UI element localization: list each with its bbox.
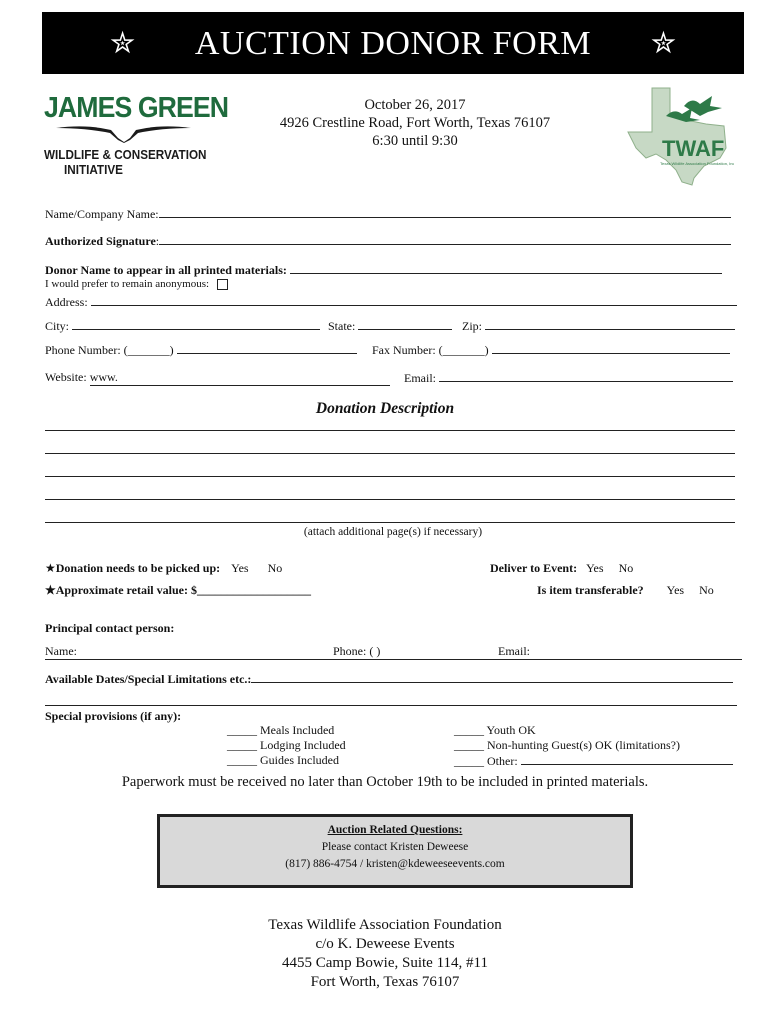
email-field[interactable] <box>404 370 733 386</box>
pickup-yes[interactable]: Yes <box>231 561 249 575</box>
transferable-row <box>537 583 714 598</box>
donor-name-field[interactable] <box>45 262 722 278</box>
deliver-label: Deliver to Event: <box>490 561 578 575</box>
fax-field[interactable] <box>372 342 730 358</box>
title-banner <box>42 12 744 74</box>
star-icon: ★ <box>45 561 56 575</box>
longhorn-icon <box>56 122 191 144</box>
twaf-logo <box>626 86 734 186</box>
website-line[interactable] <box>90 370 390 386</box>
description-line-2[interactable] <box>45 453 735 454</box>
texas-map-icon <box>626 86 734 186</box>
provision-lodging[interactable]: _____ Lodging Included <box>227 738 346 752</box>
event-address: 4926 Crestline Road, Fort Worth, Texas 76107 <box>279 115 551 131</box>
deadline-notice: Paperwork must be received no later than October 19th to be included in printed materials. <box>121 774 649 790</box>
footer-city: Fort Worth, Texas 76107 <box>310 974 460 990</box>
deliver-yes[interactable]: Yes <box>586 561 604 575</box>
signature-line[interactable] <box>159 233 731 245</box>
questions-title: Auction Related Questions: <box>327 824 463 836</box>
logo-name: JAMES GREEN <box>44 92 229 124</box>
zip-label: Zip: <box>462 319 482 333</box>
address-field[interactable] <box>45 294 737 310</box>
donor-name-line[interactable] <box>290 262 722 274</box>
provision-other[interactable] <box>454 753 733 769</box>
form-title: AUCTION DONOR FORM <box>194 25 592 62</box>
anonymous-checkbox[interactable] <box>217 279 228 290</box>
james-green-logo <box>44 92 229 182</box>
website-label: Website: <box>45 370 87 384</box>
email-label: Email: <box>404 371 436 385</box>
description-line-1[interactable] <box>45 430 735 431</box>
deliver-no[interactable]: No <box>618 561 634 575</box>
questions-contact: Please contact Kristen Deweese <box>321 841 469 853</box>
provision-youth[interactable]: _____ Youth OK <box>454 723 536 737</box>
zip-line[interactable] <box>485 318 735 330</box>
provision-non-hunting[interactable]: _____ Non-hunting Guest(s) OK (limitations?) <box>454 738 680 752</box>
footer-street: 4455 Camp Bowie, Suite 114, #11 <box>282 955 488 971</box>
email-line[interactable] <box>439 370 733 382</box>
twaf-text: TWAF <box>662 136 725 161</box>
state-label: State: <box>328 319 356 333</box>
provisions-label: Special provisions (if any): <box>45 709 182 723</box>
transferable-label: Is item transferable? <box>537 583 644 597</box>
transferable-yes[interactable]: Yes <box>666 583 685 597</box>
deliver-row <box>490 561 633 576</box>
questions-details[interactable]: (817) 886-4754 / kristen@kdeweeseevents.com <box>285 858 505 870</box>
contact-title: Principal contact person: <box>45 621 175 635</box>
description-line-4[interactable] <box>45 499 735 500</box>
provisions-left <box>227 723 346 768</box>
contact-phone-label[interactable]: Phone: ( ) <box>333 644 381 658</box>
star-icon-left: ✮ <box>110 27 136 60</box>
contact-name-label[interactable]: Name: <box>45 644 77 658</box>
logo-subtitle-2: INITIATIVE <box>64 162 123 177</box>
contact-email-label[interactable]: Email: <box>498 644 530 658</box>
name-company-label: Name/Company Name: <box>45 207 159 221</box>
event-info <box>230 96 600 150</box>
provisions-right <box>454 723 733 769</box>
contact-line <box>45 659 742 660</box>
limitations-field[interactable] <box>45 671 733 687</box>
twaf-small: Texas Wildlife Association Foundation, Inc. <box>660 161 734 166</box>
limitations-line[interactable] <box>251 671 733 683</box>
event-time: 6:30 until 9:30 <box>372 133 458 149</box>
state-line[interactable] <box>358 318 452 330</box>
pickup-row <box>45 561 282 576</box>
description-line-3[interactable] <box>45 476 735 477</box>
address-label: Address: <box>45 295 88 309</box>
retail-value-blank[interactable]: ___________________ <box>196 583 311 597</box>
state-field[interactable] <box>328 318 452 334</box>
limitations-line-2[interactable] <box>45 705 737 706</box>
provision-other-line[interactable] <box>521 753 733 765</box>
footer-care-of: c/o K. Deweese Events <box>315 936 455 952</box>
star-icon-right: ✮ <box>650 27 676 60</box>
city-label: City: <box>45 319 70 333</box>
website-field[interactable] <box>45 370 390 386</box>
provision-guides[interactable]: _____ Guides Included <box>227 753 339 767</box>
provision-other-label: _____ Other: <box>454 754 521 768</box>
signature-colon: : <box>155 234 160 248</box>
questions-box <box>157 814 633 888</box>
anonymous-row <box>45 278 228 290</box>
pickup-label: Donation needs to be picked up: <box>55 561 221 575</box>
limitations-label: Available Dates/Special Limitations etc.: <box>45 672 252 686</box>
phone-label: Phone Number: (_______) <box>45 343 174 357</box>
city-line[interactable] <box>72 318 320 330</box>
description-line-5[interactable] <box>45 522 735 523</box>
fax-label: Fax Number: (_______) <box>372 343 489 357</box>
signature-field[interactable] <box>45 233 731 249</box>
star-icon: ★ <box>45 583 56 597</box>
name-company-line[interactable] <box>159 206 731 218</box>
logo-subtitle-1: WILDLIFE & CONSERVATION <box>44 147 207 162</box>
website-prefix: www. <box>89 370 118 384</box>
mailing-address <box>0 916 770 992</box>
anonymous-label: I would prefer to remain anonymous: <box>45 278 210 290</box>
donor-name-label: Donor Name to appear in all printed materials: <box>45 263 287 277</box>
signature-label: Authorized Signature <box>45 234 156 248</box>
attach-note: (attach additional page(s) if necessary) <box>303 526 483 538</box>
retail-value-row[interactable] <box>45 583 311 598</box>
zip-field[interactable] <box>462 318 735 334</box>
city-field[interactable] <box>45 318 320 334</box>
footer-org: Texas Wildlife Association Foundation <box>268 917 502 933</box>
fax-line[interactable] <box>492 342 730 354</box>
pickup-no[interactable]: No <box>267 561 283 575</box>
donation-description-title: Donation Description <box>315 400 455 417</box>
phone-line[interactable] <box>177 342 357 354</box>
address-line[interactable] <box>91 294 737 306</box>
phone-field[interactable] <box>45 342 357 358</box>
event-date: October 26, 2017 <box>364 97 466 113</box>
provision-meals[interactable]: _____ Meals Included <box>227 723 335 737</box>
retail-value-label: Approximate retail value: $ <box>55 583 197 597</box>
transferable-no[interactable]: No <box>699 583 714 597</box>
name-company-field[interactable] <box>45 206 731 222</box>
